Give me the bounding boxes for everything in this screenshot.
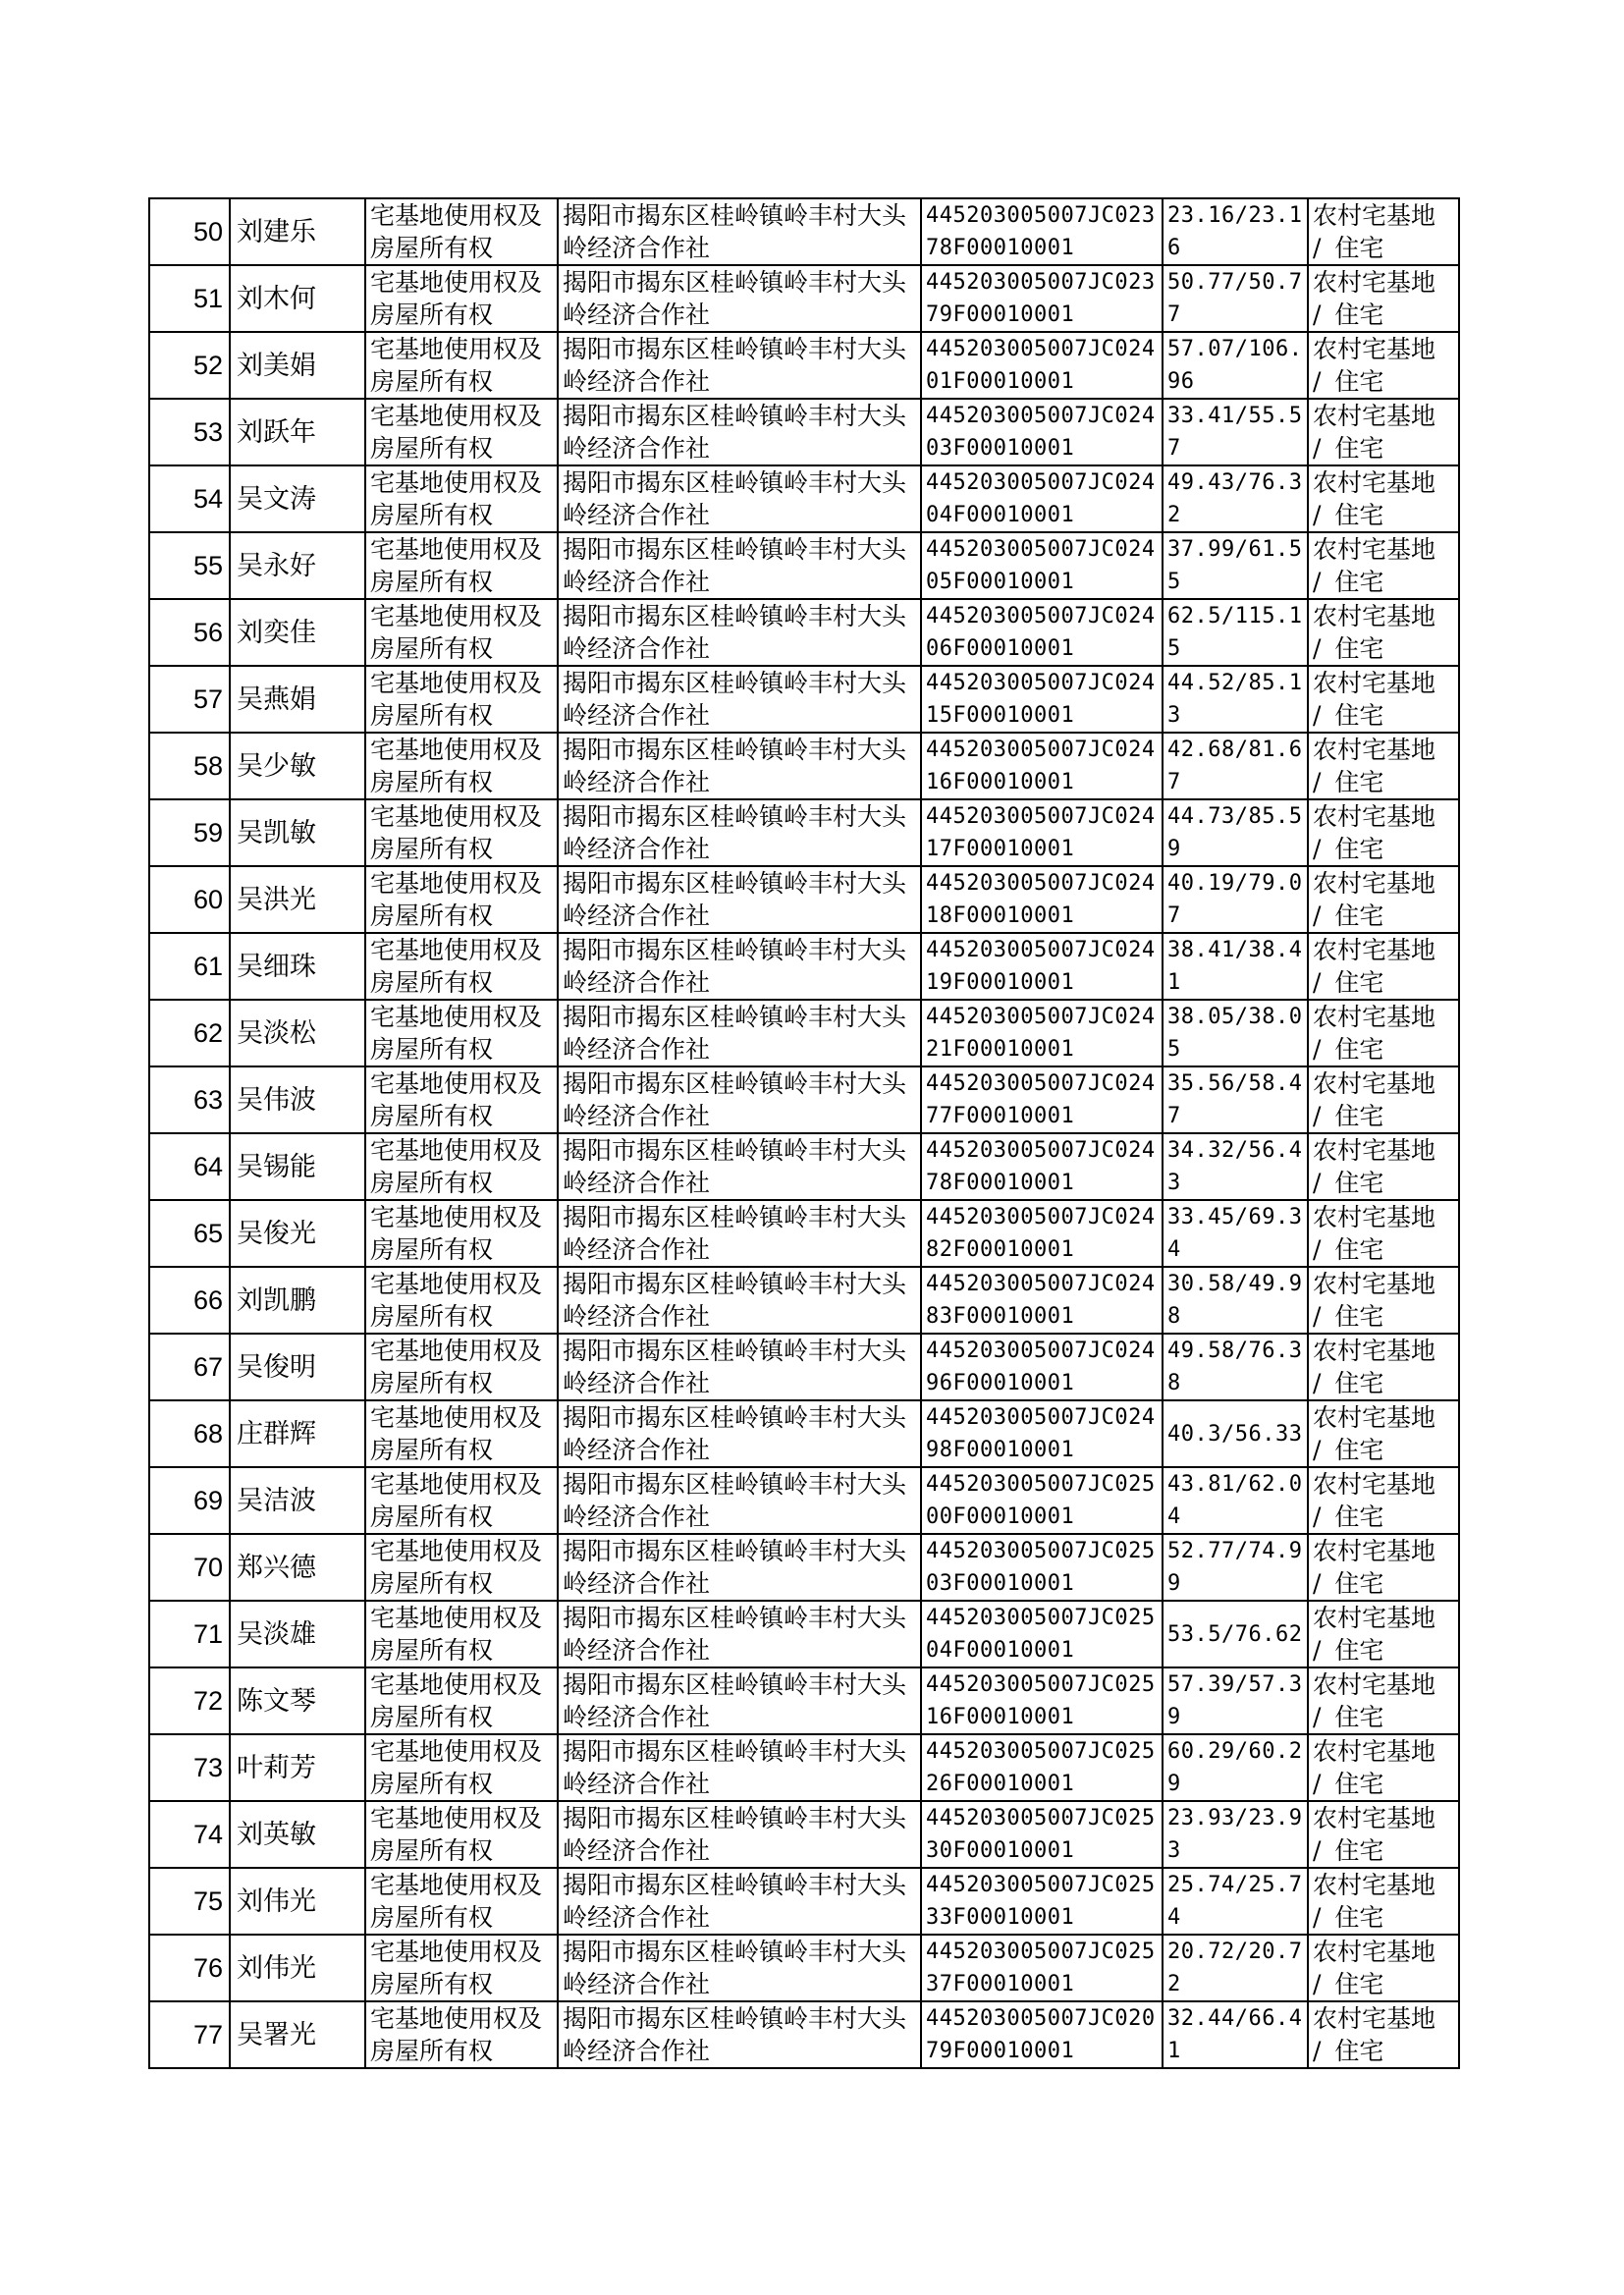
area-cell: 23.93/23.93 — [1163, 1801, 1308, 1868]
table-row — [149, 1868, 1459, 1935]
registration-table — [148, 197, 1460, 2069]
right-type-cell: 宅基地使用权及房屋所有权 — [365, 1066, 558, 1133]
owner-name-cell: 刘奕佳 — [230, 599, 365, 666]
location-cell: 揭阳市揭东区桂岭镇岭丰村大头岭经济合作社 — [558, 332, 921, 399]
row-number-cell: 68 — [149, 1400, 230, 1467]
owner-name-cell: 郑兴德 — [230, 1534, 365, 1601]
row-number-cell: 55 — [149, 532, 230, 599]
right-type-cell: 宅基地使用权及房屋所有权 — [365, 666, 558, 733]
row-number-cell: 51 — [149, 265, 230, 332]
location-cell: 揭阳市揭东区桂岭镇岭丰村大头岭经济合作社 — [558, 1601, 921, 1667]
owner-name-cell: 刘美娟 — [230, 332, 365, 399]
table-row — [149, 399, 1459, 465]
owner-name-cell: 刘伟光 — [230, 1868, 365, 1935]
unit-number-cell: 445203005007JC02379F00010001 — [921, 265, 1163, 332]
land-use-cell: 农村宅基地 / 住宅 — [1308, 1601, 1459, 1667]
land-use-cell: 农村宅基地 / 住宅 — [1308, 599, 1459, 666]
area-cell: 40.3/56.33 — [1163, 1400, 1308, 1467]
row-number-cell: 59 — [149, 799, 230, 866]
area-cell: 44.73/85.59 — [1163, 799, 1308, 866]
owner-name-cell: 刘英敏 — [230, 1801, 365, 1868]
table-row — [149, 1935, 1459, 2001]
area-cell: 32.44/66.41 — [1163, 2001, 1308, 2068]
unit-number-cell: 445203005007JC02500F00010001 — [921, 1467, 1163, 1534]
right-type-cell: 宅基地使用权及房屋所有权 — [365, 866, 558, 933]
table-row — [149, 1400, 1459, 1467]
row-number-cell: 64 — [149, 1133, 230, 1200]
owner-name-cell: 吴署光 — [230, 2001, 365, 2068]
right-type-cell: 宅基地使用权及房屋所有权 — [365, 1000, 558, 1066]
table-row — [149, 1467, 1459, 1534]
row-number-cell: 76 — [149, 1935, 230, 2001]
owner-name-cell: 刘建乐 — [230, 198, 365, 265]
location-cell: 揭阳市揭东区桂岭镇岭丰村大头岭经济合作社 — [558, 1400, 921, 1467]
owner-name-cell: 吴少敏 — [230, 733, 365, 799]
area-cell: 57.07/106.96 — [1163, 332, 1308, 399]
row-number-cell: 50 — [149, 198, 230, 265]
row-number-cell: 66 — [149, 1267, 230, 1334]
right-type-cell: 宅基地使用权及房屋所有权 — [365, 1868, 558, 1935]
unit-number-cell: 445203005007JC02421F00010001 — [921, 1000, 1163, 1066]
location-cell: 揭阳市揭东区桂岭镇岭丰村大头岭经济合作社 — [558, 1000, 921, 1066]
row-number-cell: 75 — [149, 1868, 230, 1935]
unit-number-cell: 445203005007JC02526F00010001 — [921, 1734, 1163, 1801]
area-cell: 37.99/61.55 — [1163, 532, 1308, 599]
land-use-cell: 农村宅基地 / 住宅 — [1308, 1267, 1459, 1334]
row-number-cell: 56 — [149, 599, 230, 666]
location-cell: 揭阳市揭东区桂岭镇岭丰村大头岭经济合作社 — [558, 399, 921, 465]
location-cell: 揭阳市揭东区桂岭镇岭丰村大头岭经济合作社 — [558, 1868, 921, 1935]
land-use-cell: 农村宅基地 / 住宅 — [1308, 1400, 1459, 1467]
table-row — [149, 465, 1459, 532]
land-use-cell: 农村宅基地 / 住宅 — [1308, 1801, 1459, 1868]
land-use-cell: 农村宅基地 / 住宅 — [1308, 1667, 1459, 1734]
table-row — [149, 2001, 1459, 2068]
row-number-cell: 54 — [149, 465, 230, 532]
unit-number-cell: 445203005007JC02477F00010001 — [921, 1066, 1163, 1133]
table-row — [149, 733, 1459, 799]
right-type-cell: 宅基地使用权及房屋所有权 — [365, 1200, 558, 1267]
table-row — [149, 599, 1459, 666]
right-type-cell: 宅基地使用权及房屋所有权 — [365, 332, 558, 399]
unit-number-cell: 445203005007JC02530F00010001 — [921, 1801, 1163, 1868]
table-row — [149, 1334, 1459, 1400]
location-cell: 揭阳市揭东区桂岭镇岭丰村大头岭经济合作社 — [558, 666, 921, 733]
land-use-cell: 农村宅基地 / 住宅 — [1308, 1200, 1459, 1267]
unit-number-cell: 445203005007JC02483F00010001 — [921, 1267, 1163, 1334]
area-cell: 20.72/20.72 — [1163, 1935, 1308, 2001]
owner-name-cell: 吴伟波 — [230, 1066, 365, 1133]
unit-number-cell: 445203005007JC02503F00010001 — [921, 1534, 1163, 1601]
area-cell: 43.81/62.04 — [1163, 1467, 1308, 1534]
table-row — [149, 532, 1459, 599]
table-row — [149, 1534, 1459, 1601]
location-cell: 揭阳市揭东区桂岭镇岭丰村大头岭经济合作社 — [558, 866, 921, 933]
right-type-cell: 宅基地使用权及房屋所有权 — [365, 1334, 558, 1400]
table-row — [149, 1200, 1459, 1267]
land-use-cell: 农村宅基地 / 住宅 — [1308, 532, 1459, 599]
unit-number-cell: 445203005007JC02537F00010001 — [921, 1935, 1163, 2001]
table-row — [149, 1667, 1459, 1734]
area-cell: 38.05/38.05 — [1163, 1000, 1308, 1066]
owner-name-cell: 吴淡雄 — [230, 1601, 365, 1667]
unit-number-cell: 445203005007JC02406F00010001 — [921, 599, 1163, 666]
owner-name-cell: 吴凯敏 — [230, 799, 365, 866]
owner-name-cell: 吴永好 — [230, 532, 365, 599]
unit-number-cell: 445203005007JC02405F00010001 — [921, 532, 1163, 599]
location-cell: 揭阳市揭东区桂岭镇岭丰村大头岭经济合作社 — [558, 1667, 921, 1734]
unit-number-cell: 445203005007JC02496F00010001 — [921, 1334, 1163, 1400]
area-cell: 30.58/49.98 — [1163, 1267, 1308, 1334]
land-use-cell: 农村宅基地 / 住宅 — [1308, 666, 1459, 733]
area-cell: 23.16/23.16 — [1163, 198, 1308, 265]
area-cell: 44.52/85.13 — [1163, 666, 1308, 733]
land-use-cell: 农村宅基地 / 住宅 — [1308, 866, 1459, 933]
unit-number-cell: 445203005007JC02504F00010001 — [921, 1601, 1163, 1667]
land-use-cell: 农村宅基地 / 住宅 — [1308, 1734, 1459, 1801]
land-use-cell: 农村宅基地 / 住宅 — [1308, 799, 1459, 866]
area-cell: 57.39/57.39 — [1163, 1667, 1308, 1734]
area-cell: 38.41/38.41 — [1163, 933, 1308, 1000]
land-use-cell: 农村宅基地 / 住宅 — [1308, 1066, 1459, 1133]
row-number-cell: 77 — [149, 2001, 230, 2068]
row-number-cell: 67 — [149, 1334, 230, 1400]
table-row — [149, 666, 1459, 733]
area-cell: 60.29/60.29 — [1163, 1734, 1308, 1801]
table-row — [149, 1066, 1459, 1133]
owner-name-cell: 吴洪光 — [230, 866, 365, 933]
row-number-cell: 70 — [149, 1534, 230, 1601]
location-cell: 揭阳市揭东区桂岭镇岭丰村大头岭经济合作社 — [558, 1467, 921, 1534]
location-cell: 揭阳市揭东区桂岭镇岭丰村大头岭经济合作社 — [558, 1734, 921, 1801]
right-type-cell: 宅基地使用权及房屋所有权 — [365, 1400, 558, 1467]
row-number-cell: 58 — [149, 733, 230, 799]
area-cell: 50.77/50.77 — [1163, 265, 1308, 332]
row-number-cell: 74 — [149, 1801, 230, 1868]
unit-number-cell: 445203005007JC02482F00010001 — [921, 1200, 1163, 1267]
owner-name-cell: 吴淡松 — [230, 1000, 365, 1066]
location-cell: 揭阳市揭东区桂岭镇岭丰村大头岭经济合作社 — [558, 1534, 921, 1601]
land-use-cell: 农村宅基地 / 住宅 — [1308, 733, 1459, 799]
table-row — [149, 198, 1459, 265]
land-use-cell: 农村宅基地 / 住宅 — [1308, 1534, 1459, 1601]
right-type-cell: 宅基地使用权及房屋所有权 — [365, 1467, 558, 1534]
right-type-cell: 宅基地使用权及房屋所有权 — [365, 1734, 558, 1801]
land-use-cell: 农村宅基地 / 住宅 — [1308, 265, 1459, 332]
area-cell: 52.77/74.99 — [1163, 1534, 1308, 1601]
land-use-cell: 农村宅基地 / 住宅 — [1308, 1133, 1459, 1200]
location-cell: 揭阳市揭东区桂岭镇岭丰村大头岭经济合作社 — [558, 265, 921, 332]
owner-name-cell: 刘伟光 — [230, 1935, 365, 2001]
table-row — [149, 332, 1459, 399]
land-use-cell: 农村宅基地 / 住宅 — [1308, 399, 1459, 465]
owner-name-cell: 吴锡能 — [230, 1133, 365, 1200]
land-use-cell: 农村宅基地 / 住宅 — [1308, 198, 1459, 265]
right-type-cell: 宅基地使用权及房屋所有权 — [365, 799, 558, 866]
right-type-cell: 宅基地使用权及房屋所有权 — [365, 1267, 558, 1334]
location-cell: 揭阳市揭东区桂岭镇岭丰村大头岭经济合作社 — [558, 1801, 921, 1868]
land-use-cell: 农村宅基地 / 住宅 — [1308, 332, 1459, 399]
row-number-cell: 52 — [149, 332, 230, 399]
location-cell: 揭阳市揭东区桂岭镇岭丰村大头岭经济合作社 — [558, 1200, 921, 1267]
right-type-cell: 宅基地使用权及房屋所有权 — [365, 399, 558, 465]
row-number-cell: 63 — [149, 1066, 230, 1133]
row-number-cell: 61 — [149, 933, 230, 1000]
table-row — [149, 1133, 1459, 1200]
area-cell: 40.19/79.07 — [1163, 866, 1308, 933]
land-use-cell: 农村宅基地 / 住宅 — [1308, 465, 1459, 532]
table-row — [149, 866, 1459, 933]
right-type-cell: 宅基地使用权及房屋所有权 — [365, 532, 558, 599]
location-cell: 揭阳市揭东区桂岭镇岭丰村大头岭经济合作社 — [558, 933, 921, 1000]
owner-name-cell: 刘凯鹏 — [230, 1267, 365, 1334]
unit-number-cell: 445203005007JC02415F00010001 — [921, 666, 1163, 733]
row-number-cell: 65 — [149, 1200, 230, 1267]
owner-name-cell: 吴洁波 — [230, 1467, 365, 1534]
row-number-cell: 62 — [149, 1000, 230, 1066]
table-row — [149, 1601, 1459, 1667]
unit-number-cell: 445203005007JC02378F00010001 — [921, 198, 1163, 265]
land-use-cell: 农村宅基地 / 住宅 — [1308, 1467, 1459, 1534]
unit-number-cell: 445203005007JC02418F00010001 — [921, 866, 1163, 933]
unit-number-cell: 445203005007JC02417F00010001 — [921, 799, 1163, 866]
unit-number-cell: 445203005007JC02478F00010001 — [921, 1133, 1163, 1200]
row-number-cell: 60 — [149, 866, 230, 933]
row-number-cell: 73 — [149, 1734, 230, 1801]
table-row — [149, 1267, 1459, 1334]
area-cell: 25.74/25.74 — [1163, 1868, 1308, 1935]
location-cell: 揭阳市揭东区桂岭镇岭丰村大头岭经济合作社 — [558, 1935, 921, 2001]
land-use-cell: 农村宅基地 / 住宅 — [1308, 933, 1459, 1000]
location-cell: 揭阳市揭东区桂岭镇岭丰村大头岭经济合作社 — [558, 1334, 921, 1400]
unit-number-cell: 445203005007JC02516F00010001 — [921, 1667, 1163, 1734]
table-body — [149, 198, 1459, 2068]
unit-number-cell: 445203005007JC02404F00010001 — [921, 465, 1163, 532]
right-type-cell: 宅基地使用权及房屋所有权 — [365, 1935, 558, 2001]
right-type-cell: 宅基地使用权及房屋所有权 — [365, 198, 558, 265]
right-type-cell: 宅基地使用权及房屋所有权 — [365, 933, 558, 1000]
area-cell: 49.58/76.38 — [1163, 1334, 1308, 1400]
owner-name-cell: 吴俊光 — [230, 1200, 365, 1267]
location-cell: 揭阳市揭东区桂岭镇岭丰村大头岭经济合作社 — [558, 465, 921, 532]
area-cell: 53.5/76.62 — [1163, 1601, 1308, 1667]
area-cell: 33.45/69.34 — [1163, 1200, 1308, 1267]
location-cell: 揭阳市揭东区桂岭镇岭丰村大头岭经济合作社 — [558, 1133, 921, 1200]
row-number-cell: 69 — [149, 1467, 230, 1534]
location-cell: 揭阳市揭东区桂岭镇岭丰村大头岭经济合作社 — [558, 198, 921, 265]
owner-name-cell: 刘木何 — [230, 265, 365, 332]
table-row — [149, 933, 1459, 1000]
right-type-cell: 宅基地使用权及房屋所有权 — [365, 265, 558, 332]
land-use-cell: 农村宅基地 / 住宅 — [1308, 2001, 1459, 2068]
location-cell: 揭阳市揭东区桂岭镇岭丰村大头岭经济合作社 — [558, 733, 921, 799]
row-number-cell: 72 — [149, 1667, 230, 1734]
right-type-cell: 宅基地使用权及房屋所有权 — [365, 1801, 558, 1868]
area-cell: 49.43/76.32 — [1163, 465, 1308, 532]
row-number-cell: 53 — [149, 399, 230, 465]
land-use-cell: 农村宅基地 / 住宅 — [1308, 1868, 1459, 1935]
owner-name-cell: 吴细珠 — [230, 933, 365, 1000]
owner-name-cell: 庄群辉 — [230, 1400, 365, 1467]
row-number-cell: 71 — [149, 1601, 230, 1667]
location-cell: 揭阳市揭东区桂岭镇岭丰村大头岭经济合作社 — [558, 2001, 921, 2068]
unit-number-cell: 445203005007JC02401F00010001 — [921, 332, 1163, 399]
location-cell: 揭阳市揭东区桂岭镇岭丰村大头岭经济合作社 — [558, 599, 921, 666]
area-cell: 62.5/115.15 — [1163, 599, 1308, 666]
unit-number-cell: 445203005007JC02403F00010001 — [921, 399, 1163, 465]
table-row — [149, 1801, 1459, 1868]
owner-name-cell: 陈文琴 — [230, 1667, 365, 1734]
owner-name-cell: 吴俊明 — [230, 1334, 365, 1400]
unit-number-cell: 445203005007JC02533F00010001 — [921, 1868, 1163, 1935]
table-row — [149, 265, 1459, 332]
right-type-cell: 宅基地使用权及房屋所有权 — [365, 2001, 558, 2068]
right-type-cell: 宅基地使用权及房屋所有权 — [365, 1534, 558, 1601]
unit-number-cell: 445203005007JC02416F00010001 — [921, 733, 1163, 799]
right-type-cell: 宅基地使用权及房屋所有权 — [365, 465, 558, 532]
land-use-cell: 农村宅基地 / 住宅 — [1308, 1000, 1459, 1066]
area-cell: 34.32/56.43 — [1163, 1133, 1308, 1200]
owner-name-cell: 刘跃年 — [230, 399, 365, 465]
right-type-cell: 宅基地使用权及房屋所有权 — [365, 1133, 558, 1200]
unit-number-cell: 445203005007JC02419F00010001 — [921, 933, 1163, 1000]
area-cell: 33.41/55.57 — [1163, 399, 1308, 465]
area-cell: 42.68/81.67 — [1163, 733, 1308, 799]
owner-name-cell: 吴燕娟 — [230, 666, 365, 733]
location-cell: 揭阳市揭东区桂岭镇岭丰村大头岭经济合作社 — [558, 1066, 921, 1133]
location-cell: 揭阳市揭东区桂岭镇岭丰村大头岭经济合作社 — [558, 532, 921, 599]
owner-name-cell: 吴文涛 — [230, 465, 365, 532]
location-cell: 揭阳市揭东区桂岭镇岭丰村大头岭经济合作社 — [558, 799, 921, 866]
right-type-cell: 宅基地使用权及房屋所有权 — [365, 1667, 558, 1734]
right-type-cell: 宅基地使用权及房屋所有权 — [365, 1601, 558, 1667]
unit-number-cell: 445203005007JC02498F00010001 — [921, 1400, 1163, 1467]
table-row — [149, 1734, 1459, 1801]
table-row — [149, 799, 1459, 866]
location-cell: 揭阳市揭东区桂岭镇岭丰村大头岭经济合作社 — [558, 1267, 921, 1334]
table-row — [149, 1000, 1459, 1066]
land-use-cell: 农村宅基地 / 住宅 — [1308, 1334, 1459, 1400]
area-cell: 35.56/58.47 — [1163, 1066, 1308, 1133]
unit-number-cell: 445203005007JC02079F00010001 — [921, 2001, 1163, 2068]
right-type-cell: 宅基地使用权及房屋所有权 — [365, 733, 558, 799]
right-type-cell: 宅基地使用权及房屋所有权 — [365, 599, 558, 666]
land-use-cell: 农村宅基地 / 住宅 — [1308, 1935, 1459, 2001]
owner-name-cell: 叶莉芳 — [230, 1734, 365, 1801]
row-number-cell: 57 — [149, 666, 230, 733]
